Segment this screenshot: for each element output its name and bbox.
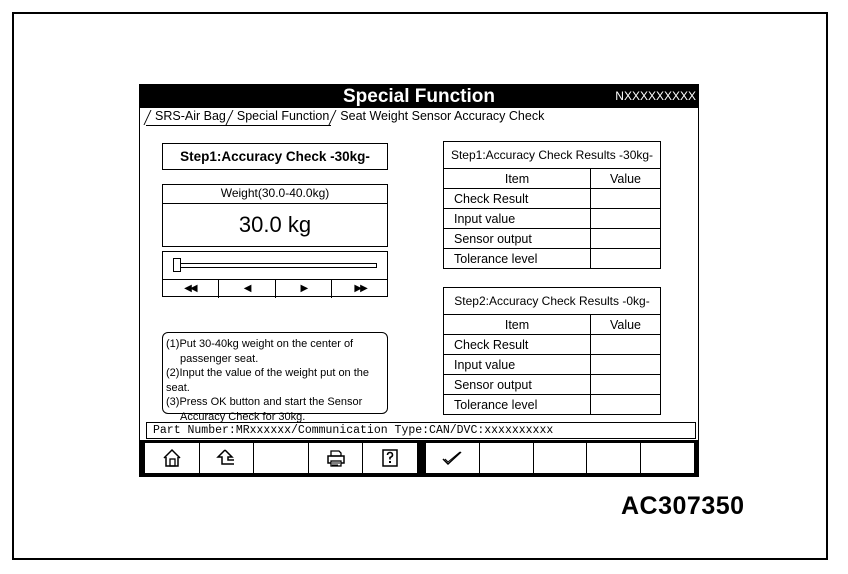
toolbar-empty-button[interactable] (587, 443, 641, 473)
table-row (444, 375, 661, 395)
row-value (591, 355, 661, 375)
part-number-bar: Part Number:MRxxxxxx/Communication Type:CAN/DVC:xxxxxxxxxx (146, 422, 696, 439)
weight-display (162, 184, 388, 247)
instruction-line: (1)Put 30-40kg weight on the center of (166, 338, 354, 350)
row-value (591, 335, 661, 355)
step2-results-table (443, 287, 661, 415)
column-header-item: Item (444, 315, 591, 335)
toolbar-left-group (145, 443, 417, 473)
toolbar-empty-button[interactable] (254, 443, 309, 473)
back-button[interactable] (200, 443, 255, 473)
bottom-toolbar (140, 440, 698, 476)
fast-increase-button[interactable]: ▶▶ (354, 283, 366, 294)
weight-slider-track[interactable] (173, 263, 377, 268)
row-item: Check Result (444, 189, 591, 209)
row-item: Sensor output (444, 229, 591, 249)
instructions-panel (162, 332, 388, 423)
ok-button[interactable] (426, 443, 480, 473)
row-value (591, 209, 661, 229)
table-row (444, 189, 661, 209)
row-item: Tolerance level (444, 395, 591, 415)
step1-results-table (443, 141, 661, 269)
row-value (591, 189, 661, 209)
instruction-line: (3)Press OK button and start the Sensor (166, 396, 363, 408)
breadcrumb-special-function[interactable]: Special Function (228, 108, 331, 126)
weight-value: 30.0 kg (238, 212, 312, 237)
help-button[interactable] (363, 443, 417, 473)
increase-button[interactable]: ▶ (276, 280, 333, 298)
back-icon (214, 447, 238, 469)
row-value (591, 229, 661, 249)
row-value (591, 395, 661, 415)
home-icon (161, 447, 183, 469)
instruction-line: passenger seat. (180, 352, 259, 365)
diagnostic-screen (139, 84, 699, 477)
breadcrumb (146, 108, 546, 126)
row-item: Check Result (444, 335, 591, 355)
column-header-value: Value (591, 315, 661, 335)
fast-decrease-button[interactable]: ◀◀ (162, 280, 219, 298)
table-row (444, 249, 661, 269)
weight-slider-panel (162, 251, 388, 297)
row-value (591, 249, 661, 269)
title-bar (140, 85, 698, 108)
weight-range-label: Weight(30.0-40.0kg) (163, 185, 387, 204)
breadcrumb-srs-air-bag[interactable]: SRS-Air Bag (146, 108, 228, 126)
toolbar-empty-button[interactable] (480, 443, 534, 473)
table-caption: Step1:Accuracy Check Results -30kg- (444, 142, 661, 169)
row-item: Tolerance level (444, 249, 591, 269)
figure-code: AC307350 (621, 492, 745, 520)
table-row (444, 229, 661, 249)
weight-slider-thumb[interactable] (173, 258, 181, 272)
decrease-button[interactable]: ◀ (219, 280, 276, 298)
home-button[interactable] (145, 443, 200, 473)
row-item: Input value (444, 209, 591, 229)
table-row (444, 209, 661, 229)
toolbar-right-group (426, 443, 694, 473)
slider-button-row (162, 279, 388, 298)
breadcrumb-current: Seat Weight Sensor Accuracy Check (331, 108, 546, 125)
column-header-value: Value (591, 169, 661, 189)
print-icon (325, 447, 347, 469)
row-value (591, 375, 661, 395)
ecu-code: NXXXXXXXXX (615, 89, 696, 103)
toolbar-empty-button[interactable] (641, 443, 694, 473)
page-title: Special Function (342, 86, 496, 107)
column-header-item: Item (444, 169, 591, 189)
table-caption: Step2:Accuracy Check Results -0kg- (444, 288, 661, 315)
row-item: Input value (444, 355, 591, 375)
table-row (444, 395, 661, 415)
help-icon (379, 447, 401, 469)
instruction-line: Accuracy Check for 30kg. (180, 410, 306, 423)
table-row (444, 355, 661, 375)
step1-title: Step1:Accuracy Check -30kg- (162, 143, 388, 170)
instruction-line: (2)Input the value of the weight put on the seat. (166, 367, 370, 394)
table-row (444, 335, 661, 355)
print-button[interactable] (309, 443, 364, 473)
toolbar-empty-button[interactable] (534, 443, 588, 473)
ok-check-icon (440, 448, 464, 468)
row-item: Sensor output (444, 375, 591, 395)
